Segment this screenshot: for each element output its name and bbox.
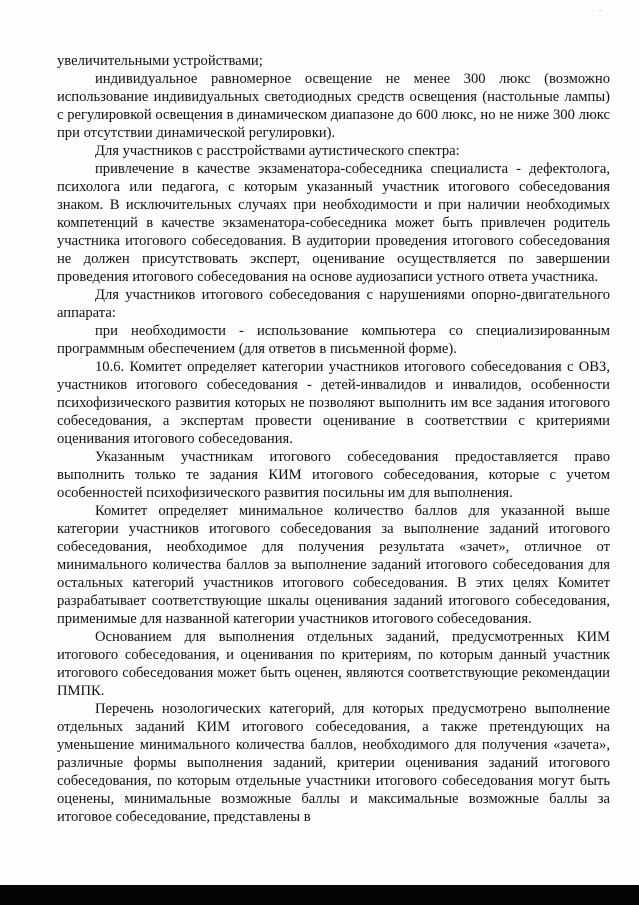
paragraph-11: Перечень нозологических категорий, для которых предусмотрено выполнение отдельных заданий КИМ итогового собеседования, а также претендующих на уменьшение минимального количества баллов, необходимого для получения «зачета», различные формы выполнения заданий, критерии оценивания заданий итогового собеседования, по которым отдельные участники итогового собеседования могут быть оценены, минимальные возможные баллы и максимальные возможные баллы за итоговое собеседование, представлены в [57,701,610,825]
paragraph-7: 10.6. Комитет определяет категории участников итогового собеседования с ОВЗ, участников итогового собеседования - детей-инвалидов и инвалидов, особенности психофизического развития которых не позволяют выполнить им все задания итогового собеседования, а экспертам провести оценивание в соответствии с критериями оценивания итогового собеседования. [57,359,610,447]
paragraph-9: Комитет определяет минимальное количество баллов для указанной выше категории участников итогового собеседования за выполнение заданий итогового собеседования, необходимое для получения результата «зачет», отличное от минимального количества баллов за выполнение заданий итогового собеседования для остальных категорий участников итогового собеседования. В этих целях Комитет разрабатывает соответствующие шкалы оценивания заданий итогового собеседования, применимые для названной категории участников итогового собеседования. [57,503,610,627]
scan-bottom-edge [0,885,639,905]
paragraph-5: Для участников итогового собеседования с нарушениями опорно-двигательного аппарата: [57,287,610,321]
scan-mark: · - [592,6,603,15]
paragraph-10: Основанием для выполнения отдельных заданий, предусмотренных КИМ итогового собеседования, и оценивания по критериям, по которым данный участник итогового собеседования может быть оценен, являются соответствующие рекомендации ПМПК. [57,629,610,699]
paragraph-1: увеличительными устройствами; [57,53,263,69]
document-body [57,52,610,826]
paragraph-3: Для участников с расстройствами аутистического спектра: [95,143,460,159]
paragraph-4: привлечение в качестве экзаменатора-собеседника специалиста - дефектолога, психолога или педагога, с которым указанный участник итогового собеседования знаком. В исключительных случаях при необходимости и при наличии необходимых компетенций в качестве экзаменатора-собеседника может быть привлечен родитель участника итогового собеседования. В аудитории проведения итогового собеседования не должен присутствовать эксперт, оценивание осуществляется по завершении проведения итогового собеседования на основе аудиозаписи устного ответа участника. [57,161,610,285]
paragraph-8: Указанным участникам итогового собеседования предоставляется право выполнить только те задания КИМ итогового собеседования, которые с учетом особенностей психофизического развития посильны им для выполнения. [57,449,610,501]
paragraph-2: индивидуальное равномерное освещение не менее 300 люкс (возможно использование индивидуальных светодиодных средств освещения (настольные лампы) с регулировкой освещения в динамическом диапазоне до 600 люкс, но не ниже 300 люкс при отсутствии динамической регулировки). [57,71,610,141]
paragraph-6: при необходимости - использование компьютера со специализированным программным обеспечением (для ответов в письменной форме). [57,323,610,357]
